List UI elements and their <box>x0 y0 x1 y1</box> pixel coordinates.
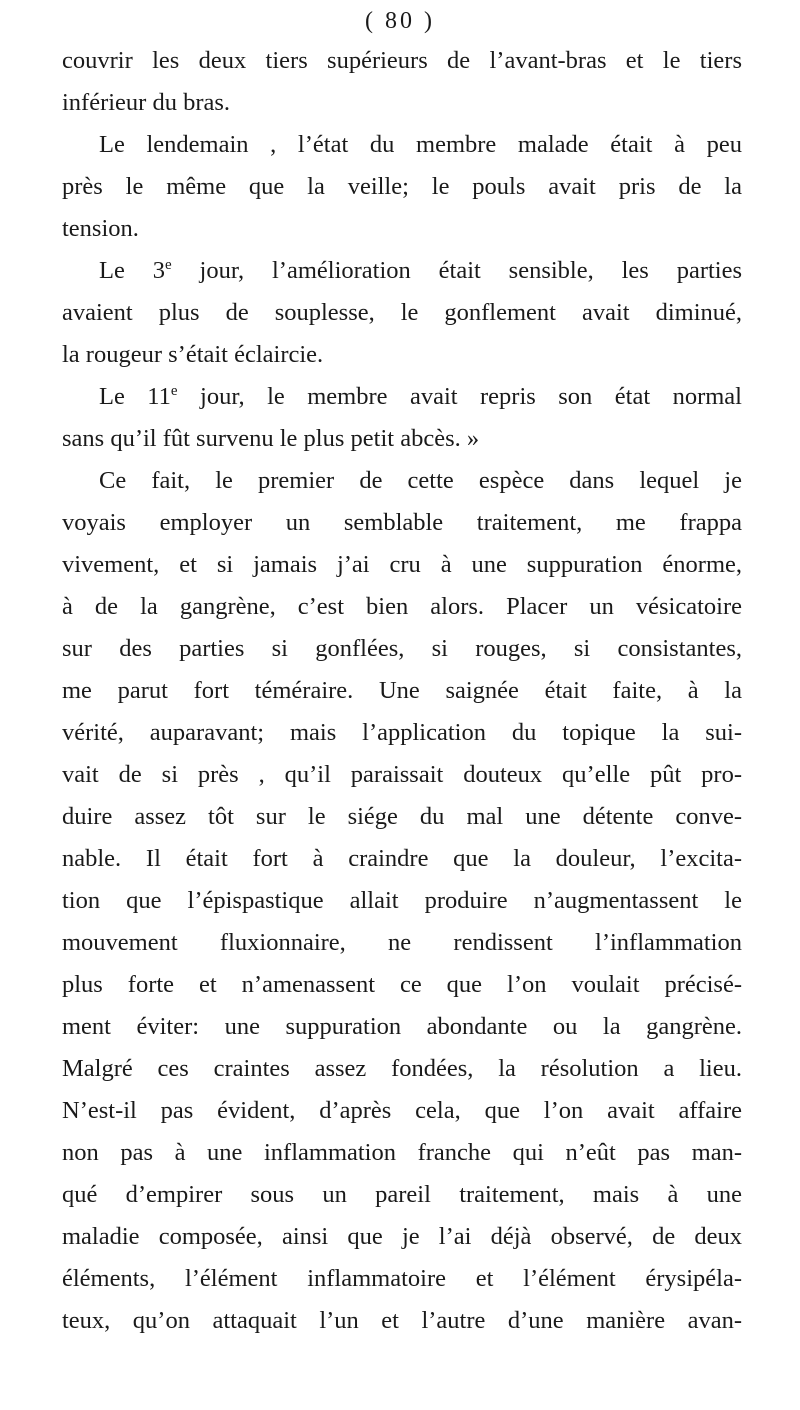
text-line: inférieur du bras. <box>62 89 231 116</box>
text-line: sans qu’il fût survenu le plus petit abcès. » <box>62 425 480 452</box>
text-line: Malgré ces craintes assez fondées, la résolution a lieu. <box>62 1055 742 1082</box>
superscript: e <box>170 383 178 399</box>
text-line: près le même que la veille; le pouls avait pris de la <box>62 173 742 200</box>
text-line: vivement, et si jamais j’ai cru à une suppuration énorme, <box>62 551 742 578</box>
text-line: plus forte et n’amenassent ce que l’on voulait précisé- <box>62 971 742 998</box>
text-line: maladie composée, ainsi que je l’ai déjà observé, de deux <box>62 1223 742 1250</box>
text-line: sur des parties si gonflées, si rouges, si consistantes, <box>62 635 742 662</box>
text-line: vérité, auparavant; mais l’application du topique la sui- <box>62 719 742 746</box>
text-line: avaient plus de souplesse, le gonflement avait diminué, <box>62 299 742 326</box>
body-text <box>62 40 742 1342</box>
text-line: Le lendemain , l’état du membre malade était à peu <box>99 131 742 158</box>
text-line: non pas à une inflammation franche qui n’eût pas man- <box>62 1139 742 1166</box>
text-fragment: jour, l’amélioration était sensible, les parties <box>171 257 742 284</box>
text-line: me parut fort téméraire. Une saignée était faite, à la <box>62 677 742 704</box>
text-line: voyais employer un semblable traitement, me frappa <box>62 509 742 536</box>
text-fragment: Le 11 <box>99 383 171 410</box>
text-line: qué d’empirer sous un pareil traitement, mais à une <box>62 1181 742 1208</box>
superscript: e <box>164 257 172 273</box>
text-line: Ce fait, le premier de cette espèce dans lequel je <box>99 467 742 494</box>
text-line: N’est-il pas évident, d’après cela, que l’on avait affaire <box>62 1097 742 1124</box>
text-line: vait de si près , qu’il paraissait douteux qu’elle pût pro- <box>62 761 742 788</box>
text-line: tion que l’épispastique allait produire n’augmentassent le <box>62 887 742 914</box>
text-line: éléments, l’élément inflammatoire et l’élément érysipéla- <box>62 1265 742 1292</box>
text-line: teux, qu’on attaquait l’un et l’autre d’une manière avan- <box>62 1307 742 1334</box>
text-line: à de la gangrène, c’est bien alors. Placer un vésicatoire <box>62 593 742 620</box>
text-line <box>62 376 742 418</box>
text-line: nable. Il était fort à craindre que la douleur, l’excita- <box>62 845 742 872</box>
text-line: mouvement fluxionnaire, ne rendissent l’inflammation <box>62 929 742 956</box>
text-fragment: jour, le membre avait repris son état normal <box>177 383 742 410</box>
text-line: duire assez tôt sur le siége du mal une détente conve- <box>62 803 742 830</box>
text-line: ment éviter: une suppuration abondante ou la gangrène. <box>62 1013 742 1040</box>
text-line: tension. <box>62 215 139 242</box>
text-fragment: Le 3 <box>99 257 165 284</box>
page-number: ( 80 ) <box>365 8 435 34</box>
text-line: la rougeur s’était éclaircie. <box>62 341 324 368</box>
text-line: couvrir les deux tiers supérieurs de l’avant-bras et le tiers <box>62 47 742 74</box>
text-line <box>62 250 742 292</box>
